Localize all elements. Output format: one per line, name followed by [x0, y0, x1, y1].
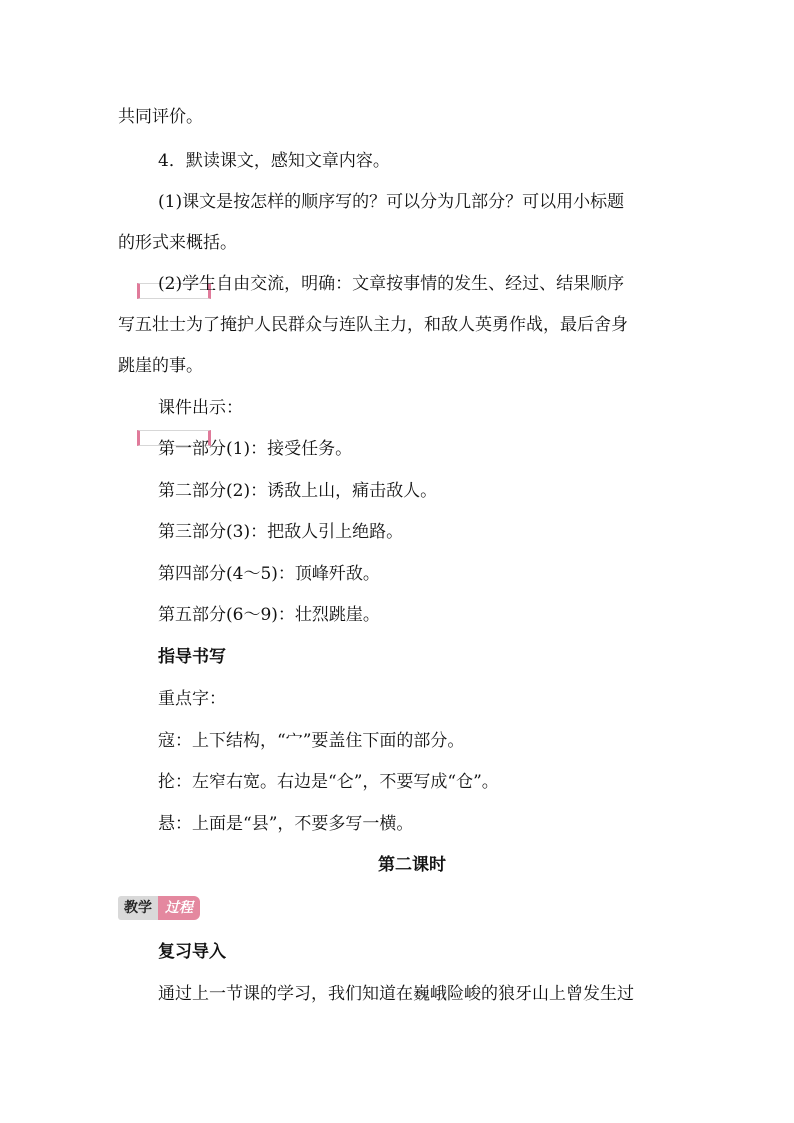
- section-heading: 指导书写: [158, 647, 226, 667]
- text-line: 写五壮士为了掩护人民群众与连队主力，和敌人英勇作战，最后舍身: [118, 315, 628, 335]
- badge-label-left: 教学: [118, 896, 158, 920]
- text-line: 第五部分(6～9)：壮烈跳崖。: [158, 605, 380, 625]
- text-line: 抡：左窄右宽。右边是“仑”，不要写成“仓”。: [158, 772, 499, 792]
- lesson-title: 第二课时: [378, 855, 446, 875]
- text-line: 共同评价。: [118, 107, 203, 127]
- text-line: 通过上一节课的学习，我们知道在巍峨险峻的狼牙山上曾发生过: [158, 984, 634, 1004]
- text-line: 的形式来概括。: [118, 233, 237, 253]
- text-line: 寇：上下结构，“宀”要盖住下面的部分。: [158, 731, 465, 751]
- text-line: 第二部分(2)：诱敌上山，痛击敌人。: [158, 481, 438, 501]
- teaching-process-badge: [118, 896, 200, 920]
- text-line: 课件出示：: [158, 398, 243, 418]
- text-line: 4．默读课文，感知文章内容。: [158, 151, 390, 171]
- text-line: (1)课文是按怎样的顺序写的？可以分为几部分？可以用小标题: [158, 192, 625, 212]
- text-line: (2)学生自由交流，明确：文章按事情的发生、经过、结果顺序: [158, 274, 625, 294]
- text-line: 跳崖的事。: [118, 356, 203, 376]
- text-line: 悬：上面是“县”，不要多写一横。: [158, 814, 414, 834]
- section-heading: 复习导入: [158, 942, 226, 962]
- badge-label-right: 过程: [158, 896, 200, 920]
- text-line: 第一部分(1)：接受任务。: [158, 439, 353, 459]
- text-line: 第四部分(4～5)：顶峰歼敌。: [158, 564, 380, 584]
- text-line: 重点字：: [158, 689, 226, 709]
- text-line: 第三部分(3)：把敌人引上绝路。: [158, 522, 404, 542]
